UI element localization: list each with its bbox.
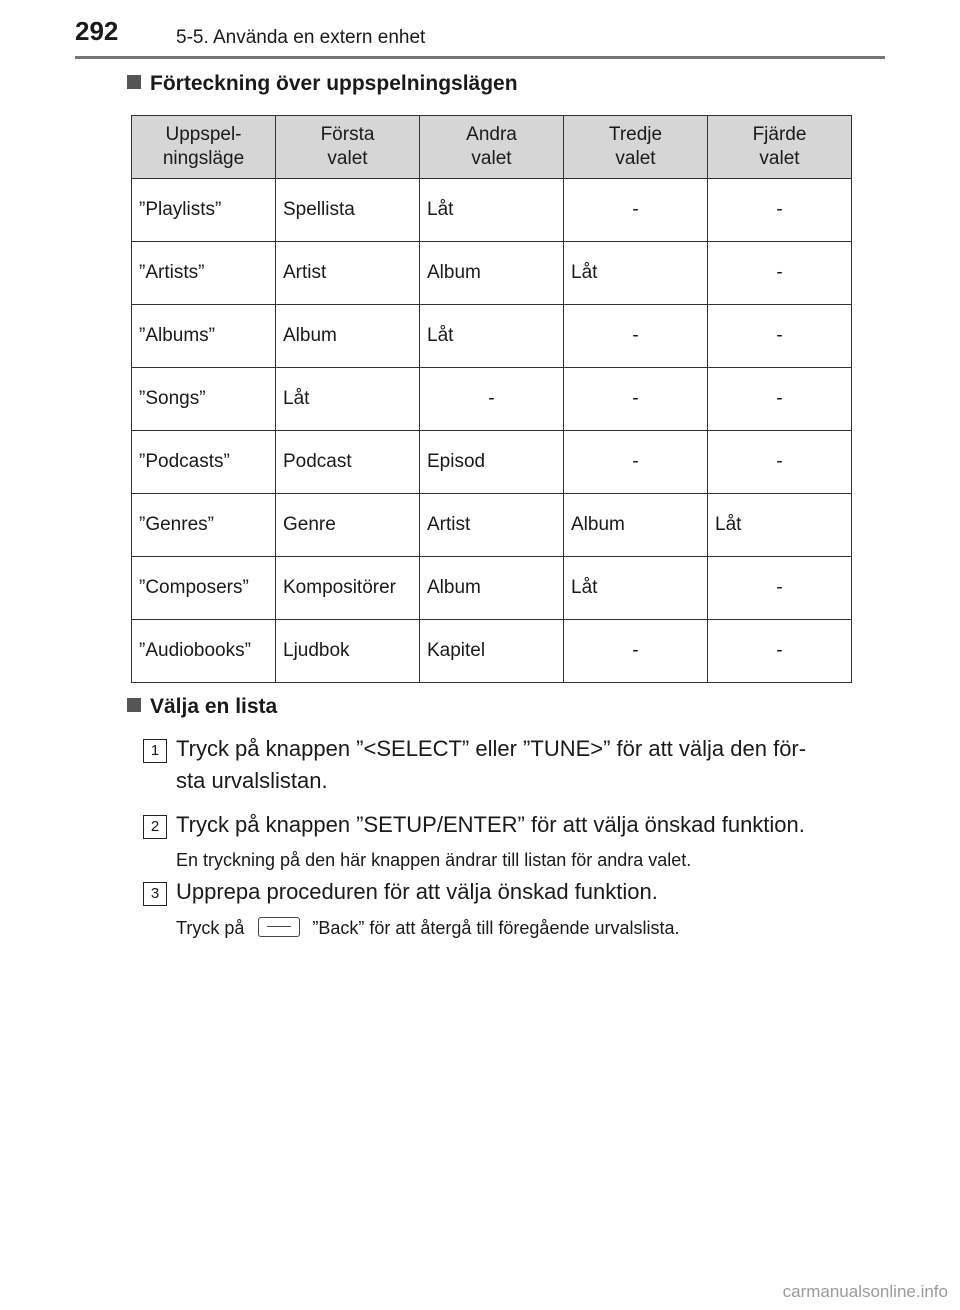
chapter-title: 5-5. Använda en extern enhet — [176, 27, 426, 48]
table-cell: - — [564, 431, 708, 494]
table-row — [132, 620, 852, 683]
table-row — [132, 179, 852, 242]
step-3-note-before: Tryck på — [176, 918, 245, 938]
table-cell: Album — [420, 242, 564, 305]
table-cell: Album — [276, 305, 420, 368]
table-cell: Spellista — [276, 179, 420, 242]
table-cell: ”Playlists” — [132, 179, 276, 242]
page-number: 292 — [75, 16, 119, 46]
section-heading-text: Förteckning över uppspelningslägen — [150, 72, 518, 95]
table-cell: Genre — [276, 494, 420, 557]
header-mode: Uppspel- ningsläge — [132, 116, 276, 179]
step-2-note: En tryckning på den här knappen ändrar till listan för andra valet. — [176, 850, 692, 870]
table-cell: Episod — [420, 431, 564, 494]
table-cell: Ljudbok — [276, 620, 420, 683]
square-bullet-icon — [127, 698, 141, 712]
header-fourth-choice: Fjärde valet — [708, 116, 852, 179]
table-cell: - — [708, 368, 852, 431]
table-cell: Kompositörer — [276, 557, 420, 620]
table-cell: Låt — [420, 305, 564, 368]
header-rule — [75, 56, 885, 59]
table-cell: ”Audiobooks” — [132, 620, 276, 683]
header-first-choice: Första valet — [276, 116, 420, 179]
table-cell: ”Albums” — [132, 305, 276, 368]
playback-modes-table — [131, 115, 852, 683]
section-heading-modes — [127, 72, 518, 96]
step-1-text: Tryck på knappen ”<SELECT” eller ”TUNE>” för att välja den för- sta urvalslistan. — [176, 736, 807, 793]
table-cell: - — [564, 620, 708, 683]
table-row — [132, 242, 852, 305]
table-cell: - — [708, 620, 852, 683]
step-number-3: 3 — [143, 882, 167, 906]
table-cell: Låt — [564, 557, 708, 620]
header-second-choice: Andra valet — [420, 116, 564, 179]
table-cell: - — [564, 179, 708, 242]
table-row — [132, 305, 852, 368]
section-heading-select-list — [127, 695, 277, 719]
step-3-note-after: ”Back” för att återgå till föregående urvalslista. — [312, 918, 680, 938]
table-row — [132, 368, 852, 431]
table-row — [132, 557, 852, 620]
table-cell: Kapitel — [420, 620, 564, 683]
table-cell: Album — [564, 494, 708, 557]
table-cell: ”Composers” — [132, 557, 276, 620]
table-cell: ”Podcasts” — [132, 431, 276, 494]
step-3-note — [176, 917, 680, 939]
header-third-choice: Tredje valet — [564, 116, 708, 179]
table-cell: - — [708, 179, 852, 242]
table-header-row — [132, 116, 852, 179]
table-cell: ”Genres” — [132, 494, 276, 557]
table-cell: Artist — [276, 242, 420, 305]
table-cell: Låt — [708, 494, 852, 557]
table-cell: Podcast — [276, 431, 420, 494]
table-cell: Låt — [564, 242, 708, 305]
table-cell: Låt — [276, 368, 420, 431]
table-cell: ”Artists” — [132, 242, 276, 305]
table-cell: Album — [420, 557, 564, 620]
table-cell: Låt — [420, 179, 564, 242]
step-number-2: 2 — [143, 815, 167, 839]
table-cell: - — [708, 242, 852, 305]
square-bullet-icon — [127, 75, 141, 89]
table-cell: - — [564, 368, 708, 431]
step-2-text: Tryck på knappen ”SETUP/ENTER” för att välja önskad funktion. — [176, 812, 805, 837]
section-heading-text: Välja en lista — [150, 695, 278, 718]
table-cell: - — [708, 305, 852, 368]
table-cell: Artist — [420, 494, 564, 557]
table-cell: - — [420, 368, 564, 431]
table-row — [132, 431, 852, 494]
table-row — [132, 494, 852, 557]
watermark: carmanualsonline.info — [782, 1282, 948, 1301]
table-cell: ”Songs” — [132, 368, 276, 431]
step-3-text: Upprepa proceduren för att välja önskad funktion. — [176, 879, 658, 904]
step-number-1: 1 — [143, 739, 167, 763]
table-cell: - — [708, 557, 852, 620]
table-cell: - — [708, 431, 852, 494]
back-button-icon — [258, 917, 300, 937]
table-cell: - — [564, 305, 708, 368]
